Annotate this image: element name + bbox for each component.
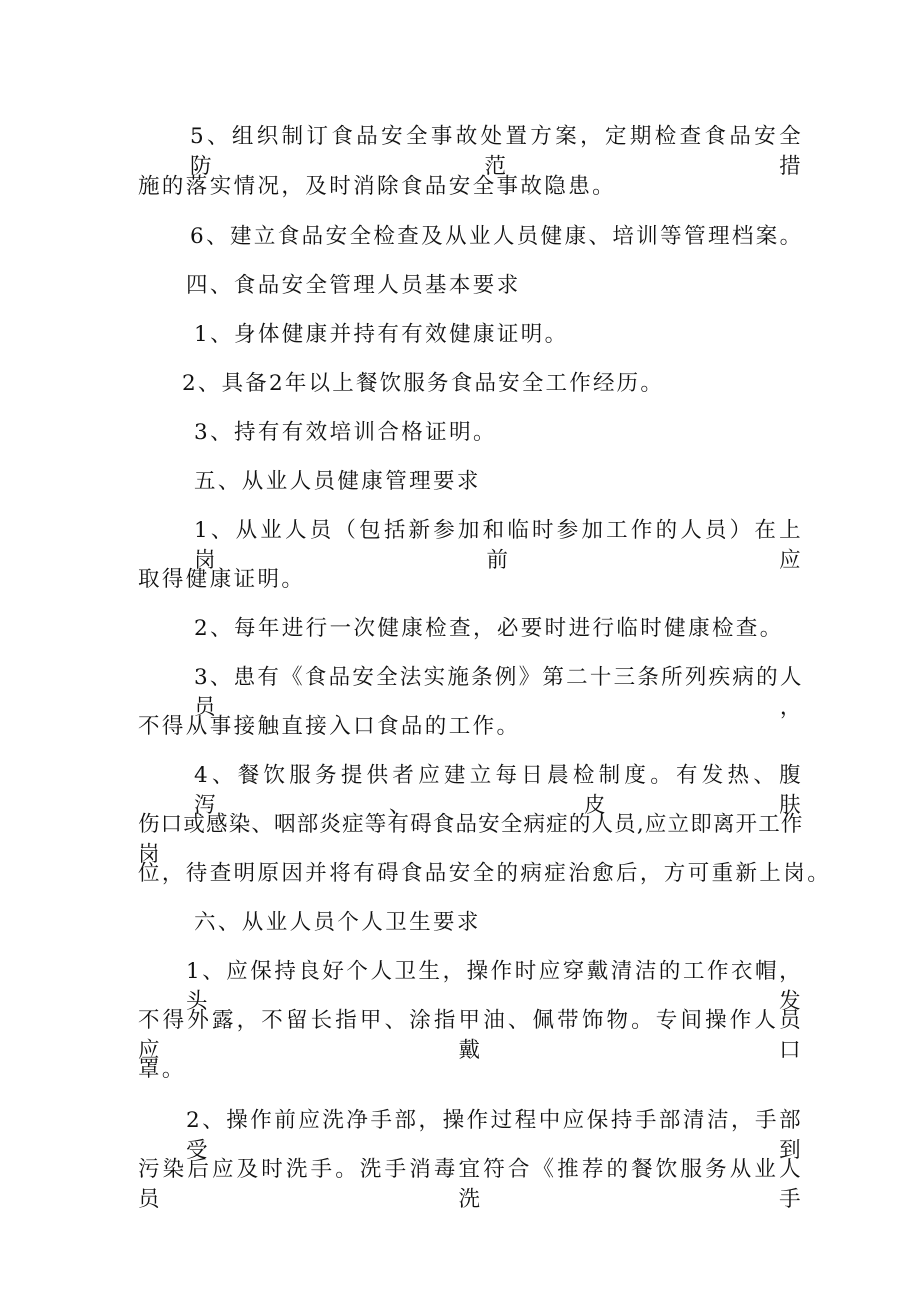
item-5-line-2: 施的落实情况，及时消除食品安全事故隐患。: [138, 174, 617, 199]
s6-item-1-line-1: 1、应保持良好个人卫生，操作时应穿戴清洁的工作衣帽，头发: [186, 959, 803, 1014]
section-5-heading: 五、从业人员健康管理要求: [194, 469, 481, 494]
section-6-heading: 六、从业人员个人卫生要求: [194, 910, 481, 935]
s5-item-4-line-1: 4、餐饮服务提供者应建立每日晨检制度。有发热、腹泻、皮肤: [194, 763, 803, 818]
item-6: 6、建立食品安全检查及从业人员健康、培训等管理档案。: [190, 224, 804, 249]
item-5-line-1: 5、组织制订食品安全事故处置方案，定期检查食品安全防范措: [190, 124, 803, 179]
s4-item-1: 1、身体健康并持有有效健康证明。: [194, 322, 569, 347]
s6-item-1-line-3: 罩。: [138, 1057, 186, 1082]
s5-item-3-line-2: 不得从事接触直接入口食品的工作。: [138, 714, 521, 739]
s5-item-4-line-2: 伤口或感染、咽部炎症等有碍食品安全病症的人员,应立即离开工作岗: [138, 812, 803, 867]
s5-item-1-line-1: 1、从业人员（包括新参加和临时参加工作的人员）在上岗前应: [194, 518, 803, 573]
s5-item-4-line-3: 位，待查明原因并将有碍食品安全的病症治愈后，方可重新上岗。: [138, 861, 832, 886]
s5-item-3-line-1: 3、患有《食品安全法实施条例》第二十三条所列疾病的人员，: [194, 665, 803, 720]
s6-item-2-line-2: 污染后应及时洗手。洗手消毒宜符合《推荐的餐饮服务从业人员洗手: [138, 1157, 803, 1212]
s4-item-3: 3、持有有效培训合格证明。: [194, 420, 497, 445]
s5-item-1-line-2: 取得健康证明。: [138, 567, 306, 592]
s4-item-2: 2、具备2年以上餐饮服务食品安全工作经历。: [182, 371, 665, 396]
section-4-heading: 四、食品安全管理人员基本要求: [186, 273, 521, 298]
s6-item-2-line-1: 2、操作前应洗净手部，操作过程中应保持手部清洁，手部受到: [186, 1108, 803, 1163]
s5-item-2: 2、每年进行一次健康检查，必要时进行临时健康检查。: [194, 616, 784, 641]
s6-item-1-line-2: 不得外露，不留长指甲、涂指甲油、佩带饰物。专间操作人员应戴口: [138, 1008, 803, 1063]
